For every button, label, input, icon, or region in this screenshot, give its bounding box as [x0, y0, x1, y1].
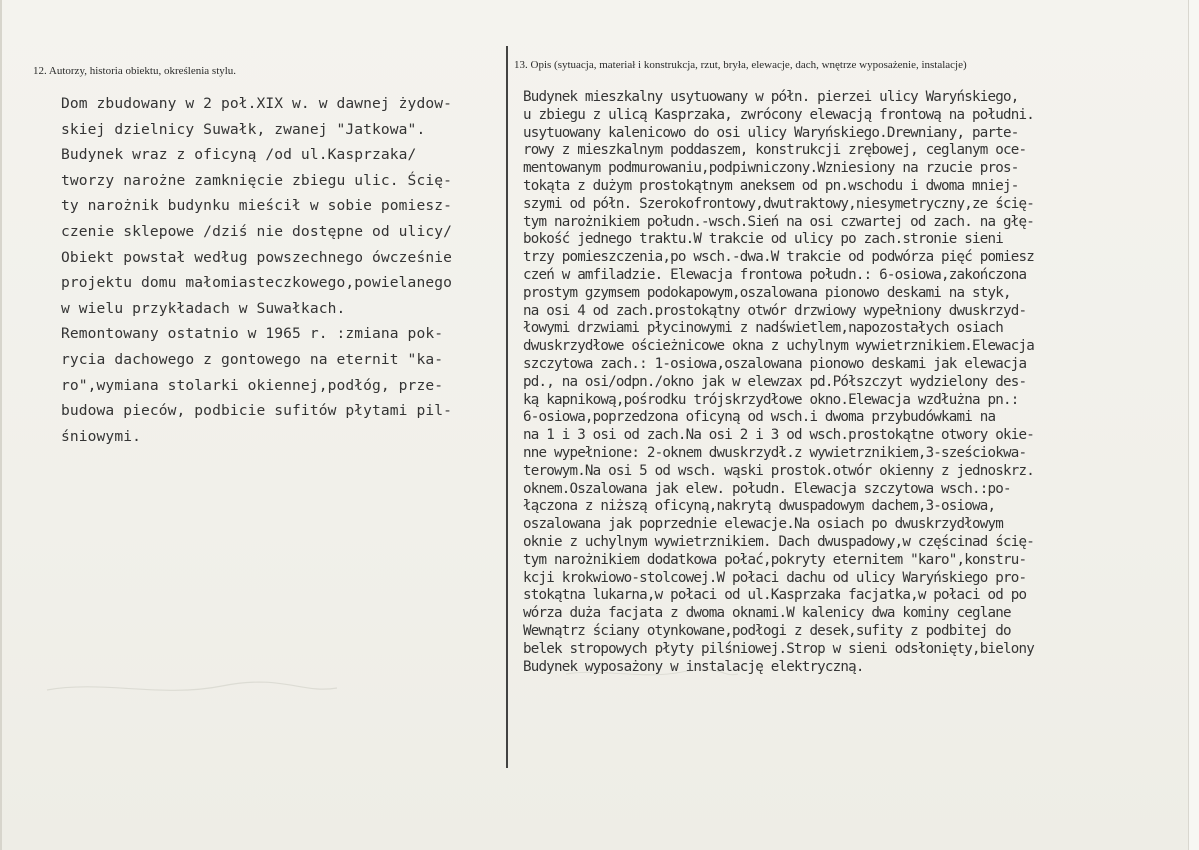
- description-line: terowym.Na osi 5 od wsch. wąski prostok.otwór okienny z jednoskrz.: [523, 462, 1034, 479]
- description-line: szczytowa zach.: 1-osiowa,oszalowana pionowo deskami jak elewacja: [523, 355, 1027, 372]
- description-line: ką kapnikową,pośrodku trójskrzydłowe okno.Elewacja wzdłużna pn.:: [523, 391, 1019, 408]
- description-line: 6-osiowa,poprzedzona oficyną od wsch.i dwoma przybudówkami na: [523, 409, 996, 426]
- history-line: śniowymi.: [61, 427, 141, 445]
- description-line: oknem.Oszalowana jak elew. połudn. Elewacja szczytowa wsch.:po-: [523, 480, 1011, 497]
- history-line: Obiekt powstał według powszechnego ówcześnie: [61, 248, 452, 266]
- history-line: Budynek wraz z oficyną /od ul.Kasprzaka/: [61, 146, 417, 164]
- section-12-heading: 12. Autorzy, historia obiektu, określenia stylu.: [33, 65, 237, 77]
- column-divider: [506, 46, 508, 768]
- description-line: szymi od półn. Szerokofrontowy,dwutraktowy,niesymetryczny,ze ścię-: [523, 195, 1034, 212]
- history-line: ro",wymiana stolarki okiennej,podłóg, prze-: [61, 376, 444, 394]
- description-line: belek stropowych płyty pilśniowej.Strop w sieni odsłonięty,bielony: [523, 640, 1034, 657]
- description-line: usytuowany kalenicowo do osi ulicy Waryńskiego.Drewniany, parte-: [523, 124, 1019, 141]
- description-line: łączona z niższą oficyną,nakrytą dwuspadowym dachem,3-osiowa,: [523, 498, 996, 515]
- description-line: bokość jednego traktu.W trakcie od ulicy po zach.stronie sieni: [523, 231, 1003, 248]
- description-line: Budynek mieszkalny usytuowany w półn. pierzei ulicy Waryńskiego,: [523, 89, 1019, 105]
- history-text: [61, 91, 501, 449]
- history-line: skiej dzielnicy Suwałk, zwanej "Jatkowa".: [61, 120, 426, 138]
- description-line: tokąta z dużym prostokątnym aneksem od pn.wschodu i dwoma mniej-: [523, 177, 1019, 194]
- description-line: łowymi drzwiami płycinowymi z nadświetlem,napozostałych osiach: [523, 320, 1003, 337]
- description-line: u zbiegu z ulicą Kasprzaka, zwrócony elewacją frontową na południ.: [523, 106, 1034, 123]
- description-line: Budynek wyposażony w instalację elektryczną.: [523, 658, 864, 675]
- description-line: trzy pomieszczenia,po wsch.-dwa.W trakcie od podwórza pięć pomiesz: [523, 249, 1034, 266]
- description-line: nne wypełnione: 2-oknem dwuskrzydł.z wywietrznikiem,3-sześciokwa-: [523, 444, 1027, 461]
- description-line: kcji krokwiowo-stolcowej.W połaci dachu od ulicy Waryńskiego pro-: [523, 569, 1027, 586]
- description-line: wórza duża facjata z dwoma oknami.W kalenicy dwa kominy ceglane: [523, 605, 1011, 622]
- history-line: projektu domu małomiasteczkowego,powielanego: [61, 274, 452, 292]
- section-13-heading: 13. Opis (sytuacja, materiał i konstrukcja, rzut, bryła, elewacje, dach, wnętrze wyposażenie, instalacje): [514, 59, 967, 71]
- paper-smudge: [42, 670, 342, 710]
- history-line: rycia dachowego z gontowego na eternit "ka-: [61, 350, 444, 368]
- history-line: budowa pieców, podbicie sufitów płytami pil-: [61, 402, 452, 420]
- description-line: Wewnątrz ściany otynkowane,podłogi z desek,sufity z podbitej do: [523, 622, 1011, 639]
- description-line: czeń w amfiladzie. Elewacja frontowa połudn.: 6-osiowa,zakończona: [523, 266, 1027, 283]
- description-line: pd., na osi/odpn./okno jak w elewzax pd.Półszczyt wydzielony des-: [523, 373, 1027, 390]
- description-line: na osi 4 od zach.prostokątny otwór drzwiowy wypełniony dwuskrzyd-: [523, 302, 1027, 319]
- history-line: tworzy narożne zamknięcie zbiegu ulic. Ścię-: [61, 171, 452, 189]
- description-line: stokątna lukarna,w połaci od ul.Kasprzaka facjatka,w połaci od po: [523, 587, 1027, 604]
- description-line: na 1 i 3 osi od zach.Na osi 2 i 3 od wsch.prostokątne otwory okie-: [523, 427, 1034, 444]
- history-line: czenie sklepowe /dziś nie dostępne od ulicy/: [61, 222, 452, 240]
- description-line: dwuskrzydłowe ościeżnicowe okna z uchylnym wywietrznikiem.Elewacja: [523, 338, 1034, 355]
- history-line: Dom zbudowany w 2 poł.XIX w. w dawnej żydow-: [61, 95, 452, 112]
- history-line: Remontowany ostatnio w 1965 r. :zmiana pok-: [61, 325, 444, 343]
- description-line: oknie z uchylnym wywietrznikiem. Dach dwuspadowy,w częścinad ścię-: [523, 533, 1034, 550]
- history-line: w wielu przykładach w Suwałkach.: [61, 299, 346, 317]
- history-line: ty narożnik budynku mieścił w sobie pomiesz-: [61, 197, 452, 215]
- description-line: prostym gzymsem podokapowym,oszalowana pionowo deskami na styk,: [523, 284, 1011, 301]
- description-line: oszalowana jak poprzednie elewacje.Na osiach po dwuskrzydłowym: [523, 516, 1003, 533]
- description-text: [523, 89, 1193, 676]
- description-line: mentowanym podmurowaniu,podpiwniczony.Wzniesiony na rzucie pros-: [523, 160, 1019, 177]
- description-line: rowy z mieszkalnym poddaszem, konstrukcji zrębowej, ceglanym oce-: [523, 142, 1027, 159]
- description-line: tym narożnikiem połudn.-wsch.Sień na osi czwartej od zach. na głę-: [523, 213, 1034, 230]
- description-line: tym narożnikiem dodatkowa połać,pokryty eternitem "karo",konstru-: [523, 551, 1027, 568]
